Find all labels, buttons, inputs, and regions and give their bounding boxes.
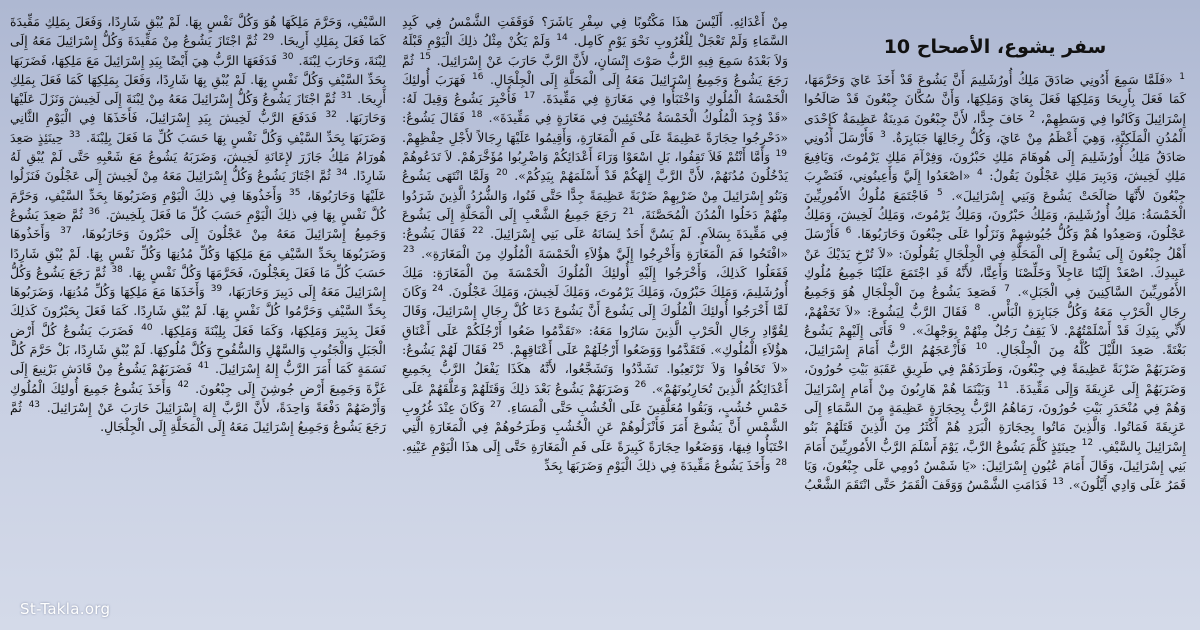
verse-number: 24	[431, 284, 444, 294]
verse-number: 22	[472, 226, 484, 237]
column-text: السَّيْفِ، وَحَرَّمَ مَلِكَهَا هُوَ وَكُلَّ نَفْسٍ بِهَا. لَمْ يُبْقِ شَارِدًا، وَفَعَلَ بِمَلِكِ مَقِّيدَةَ كَمَا فَعَلَ بِمَلِكِ أَرِيحَا. $^{29}$ ثُمَّ اجْتَازَ يَشُوعُ مِنْ مَقِّيدَةَ وَكُلُّ إِسْرَائِيلَ مَعَهُ إِلَى لِبْنَةَ، وَحَارَبَ لِبْنَةَ. $^{30}$ فَدَفَعَهَا الرَّبُّ هِيَ أَيْضًا بِيَدِ إِسْرَائِيلَ مَعَ مَلِكِهَا، فَضَرَبَهَا بِحَدِّ السَّيْفِ وَكُلَّ نَفْسٍ بِهَا. لَمْ يُبْقِ بِهَا شَارِدًا، وَفَعَلَ بِمَلِكِهَا كَمَا فَعَلَ بِمَلِكِ أَرِيحَا. $^{31}$ ثُمَّ اجْتَازَ يَشُوعُ وَكُلُّ إِسْرَائِيلَ مَعَهُ مِنْ لِبْنَةَ إِلَى لَخِيشَ وَنَزَلَ عَلَيْهَا وَحَارَبَهَا. $^{32}$ فَدَفَعَ الرَّبُّ لَخِيشَ بِيَدِ إِسْرَائِيلَ، فَأَخَذَهَا فِي الْيَوْمِ الثَّانِي وَضَرَبَهَا بِحَدِّ السَّيْفِ وَكُلَّ نَفْسٍ بِهَا حَسَبَ كُلِّ مَا فَعَلَ بِلِبْنَةَ. $^{33}$ حِينَئِذٍ صَعِدَ هُورَامُ مَلِكُ جَازَرَ لإِعَانَةِ لَخِيشَ، وَضَرَبَهُ يَشُوعُ مَعَ شَعْبِهِ حَتَّى لَمْ يُبْقِ لَهُ شَارِدًا. $^{34}$ ثُمَّ اجْتَازَ يَشُوعُ وَكُلُّ إِسْرَائِيلَ مَعَهُ مِنْ لَخِيشَ إِلَى عَجْلُونَ فَنَزَلُوا عَلَيْهَا وَحَارَبُوهَا، $^{35}$ وَأَخَذُوهَا فِي ذلِكَ الْيَوْمِ وَضَرَبُوهَا بِحَدِّ السَّيْفِ، وَحَرَّمَ كُلَّ نَفْسٍ بِهَا فِي ذلِكَ الْيَوْمِ حَسَبَ كُلِّ مَا فَعَلَ بِلَخِيشَ. $^{36}$ ثُمَّ صَعِدَ يَشُوعُ وَجَمِيعُ إِسْرَائِيلَ مَعَهُ مِنْ عَجْلُونَ إِلَى حَبْرُونَ وَحَارَبُوهَا، $^{37}$ وَأَخَذُوهَا وَضَرَبُوهَا بِحَدِّ السَّيْفِ مَعَ مَلِكِهَا وَكُلِّ مُدُنِهَا وَكُلِّ نَفْسٍ بِهَا. لَمْ يُبْقِ شَارِدًا حَسَبَ كُلِّ مَا فَعَلَ بِعَجْلُونَ، فَحَرَّمَهَا وَكُلَّ نَفْسٍ بِهَا. $^{38}$ ثُمَّ رَجَعَ يَشُوعُ وَكُلُّ إِسْرَائِيلَ مَعَهُ إِلَى دَبِيرَ وَحَارَبَهَا، $^{39}$ وَأَخَذَهَا مَعَ مَلِكِهَا وَكُلِّ مُدُنِهَا، وَضَرَبُوهَا بِحَدِّ السَّيْفِ وَحَرَّمُوا كُلَّ نَفْسٍ بِهَا. لَمْ يُبْقِ شَارِدًا. كَمَا فَعَلَ بِحَبْرُونَ كَذلِكَ فَعَلَ بِدَبِيرَ وَمَلِكِهَا، وَكَمَا فَعَلَ بِلِبْنَةَ وَمَلِكِهَا. $^{40}$ فَضَرَبَ يَشُوعُ كُلَّ أَرْضِ الْجَبَلِ وَالْجَنُوبِ وَالسَّهْلِ وَالسُّفُوحِ وَكُلَّ مُلُوكِهَا. لَمْ يُبْقِ شَارِدًا، بَلْ حَرَّمَ كُلَّ نَسَمَةٍ كَمَا أَمَرَ الرَّبُّ إِلهُ إِسْرَائِيلَ. $^{41}$ فَضَرَبَهُمْ يَشُوعُ مِنْ قَادَشِ بَرْنِيعَ إِلَى غَزَّةَ وَجَمِيعَ أَرْضِ جُوشِنَ إِلَى جِبْعُونَ. $^{42}$ وَأَخَذَ يَشُوعُ جَمِيعَ أُولئِكَ الْمُلُوكِ وَأَرْضَهُمْ دَفْعَةً وَاحِدَةً، لأَنَّ الرَّبَّ إِلهَ إِسْرَائِيلَ حَارَبَ عَنْ إِسْرَائِيلَ. $^{43}$ ثُمَّ رَجَعَ يَشُوعُ وَجَمِيعُ إِسْرَائِيلَ مَعَهُ إِلَى الْمَحَلَّةِ إِلَى الْجِلْجَالِ.	[10, 14, 387, 435]
verse-number: 43	[28, 399, 41, 410]
verse-number: 38	[111, 264, 123, 275]
verse-number: 30	[282, 52, 294, 63]
verse-number: 12	[1081, 438, 1094, 449]
verse-number: 23	[403, 245, 415, 256]
column-text: مِنْ أَعْدَائِهِ. أَلَيْسَ هذَا مَكْتُوبًا فِي سِفْرِ يَاشَرَ؟ فَوَقَفَتِ الشَّمْسُ فِي كَبِدِ السَّمَاءِ وَلَمْ تَعْجَلْ لِلْغُرُوبِ نَحْوَ يَوْمٍ كَامِل. $^{14}$ وَلَمْ يَكُنْ مِثْلُ ذلِكَ الْيَوْمِ قَبْلَهُ وَلاَ بَعْدَهُ سَمِعَ فِيهِ الرَّبُّ صَوْتَ إِنْسَانٍ، لأَنَّ الرَّبَّ حَارَبَ عَنْ إِسْرَائِيلَ. $^{15}$ ثُمَّ رَجَعَ يَشُوعُ وَجَمِيعُ إِسْرَائِيلَ مَعَهُ إِلَى الْمَحَلَّةِ إِلَى الْجِلْجَالِ. $^{16}$ فَهَرَبَ أُولئِكَ الْخَمْسَةُ الْمُلُوكِ وَاخْتَبَأُوا فِي مَغَارَةٍ فِي مَقِّيدَةَ. $^{17}$ فَأُخْبِرَ يَشُوعُ وَقِيلَ لَهُ: «قَدْ وُجِدَ الْمُلُوكُ الْخَمْسَةُ مُخْتَبِئِينَ فِي مَغَارَةٍ فِي مَقِّيدَةَ». $^{18}$ فَقَالَ يَشُوعُ: «دَحْرِجُوا حِجَارَةً عَظِيمَةً عَلَى فَمِ الْمَغَارَةِ، وَأَقِيمُوا عَلَيْهَا رِجَالاً لأَجْلِ حِفْظِهِمْ. $^{19}$ وَأَمَّا أَنْتُمْ فَلاَ تَقِفُوا، بَلِ اسْعَوْا وَرَاءَ أَعْدَائِكُمْ وَاضْرِبُوا مُؤَخَّرَهُمْ. لاَ تَدَعُوهُمْ يَدْخُلُونَ مُدُنَهُمْ، لأَنَّ الرَّبَّ إِلهَكُمْ قَدْ أَسْلَمَهُمْ بِيَدِكُمْ». $^{20}$ وَلَمَّا انْتَهَى يَشُوعُ وَبَنُو إِسْرَائِيلَ مِنْ ضَرْبِهِمْ ضَرْبَةً عَظِيمَةً جِدًّا حَتَّى فَنُوا، وَالشُّرُدُ الَّذِينَ شَرَدُوا مِنْهُمْ دَخَلُوا الْمُدُنَ الْمُحَصَّنَةَ، $^{21}$ رَجَعَ جَمِيعُ الشَّعْبِ إِلَى الْمَحَلَّةِ إِلَى يَشُوعَ فِي مَقِّيدَةَ بِسَلاَمٍ. لَمْ يَسُنَّ أَحَدٌ لِسَانَهُ عَلَى بَنِي إِسْرَائِيلَ. $^{22}$ فَقَالَ يَشُوعُ: «افْتَحُوا فَمَ الْمَغَارَةِ وَأَخْرِجُوا إِلَيَّ هؤُلاَءِ الْخَمْسَةَ الْمُلُوكِ مِنَ الْمَغَارَةِ». $^{23}$ فَفَعَلُوا كَذلِكَ، وَأَخْرَجُوا إِلَيْهِ أُولئِكَ الْمُلُوكَ الْخَمْسَةَ مِنَ الْمَغَارَةِ: مَلِكَ أُورُشَلِيمَ، وَمَلِكَ حَبْرُونَ، وَمَلِكَ يَرْمُوتَ، وَمَلِكَ لَخِيشَ، وَمَلِكَ عَجْلُونَ. $^{24}$ وَكَانَ لَمَّا أَخْرَجُوا أُولئِكَ الْمُلُوكَ إِلَى يَشُوعَ أَنَّ يَشُوعَ دَعَا كُلَّ رِجَالِ إِسْرَائِيلَ، وَقَالَ لِقُوَّادِ رِجَالِ الْحَرْبِ الَّذِينَ سَارُوا مَعَهُ: «تَقَدَّمُوا ضَعُوا أَرْجُلَكُمْ عَلَى أَعْنَاقِ هؤُلاَءِ الْمُلُوكِ». فَتَقَدَّمُوا وَوَضَعُوا أَرْجُلَهُمْ عَلَى أَعْنَاقِهِمْ. $^{25}$ فَقَالَ لَهُمْ يَشُوعُ: «لاَ تَخَافُوا وَلاَ تَرْتَعِبُوا. تَشَدَّدُوا وَتَشَجَّعُوا، لأَنَّهُ هكَذَا يَفْعَلُ الرَّبُّ بِجَمِيعِ أَعْدَائِكُمُ الَّذِينَ تُحَارِبُونَهُمْ». $^{26}$ وَضَرَبَهُمْ يَشُوعُ بَعْدَ ذلِكَ وَقَتَلَهُمْ وَعَلَّقَهُمْ عَلَى خَمْسِ خُشُبٍ، وَبَقُوا مُعَلَّقِينَ عَلَى الْخُشُبِ حَتَّى الْمَسَاءِ. $^{27}$ وَكَانَ عِنْدَ غُرُوبِ الشَّمْسِ أَنَّ يَشُوعَ أَمَرَ فَأَنْزَلُوهُمْ عَنِ الْخُشُبِ وَطَرَحُوهُمْ فِي الْمَغَارَةِ الَّتِي اخْتَبَأُوا فِيهَا، وَوَضَعُوا حِجَارَةً كَبِيرَةً عَلَى فَمِ الْمَغَارَةِ حَتَّى إِلَى هذَا الْيَوْمِ عَيْنِهِ. $^{28}$ وَأَخَذَ يَشُوعُ مَقِّيدَةَ فِي ذلِكَ الْيَوْمِ وَضَرَبَهَا بِحَدِّ	[402, 14, 789, 473]
verse-number: 35	[288, 187, 301, 198]
verse-number: 8	[974, 303, 981, 314]
text-column-middle	[396, 8, 794, 602]
column-text: $^1$ «فَلَمَّا سَمِعَ أَدُونِي صَادَقَ مَلِكُ أُورُشَلِيمَ أَنَّ يَشُوعَ قَدْ أَخَذَ عَايَ وَحَرَّمَهَا، كَمَا فَعَلَ بِأَرِيحَا وَمَلِكِهَا فَعَلَ بِعَايَ وَمَلِكِهَا، وَأَنَّ سُكَّانَ جِبْعُونَ قَدْ صَالَحُوا إِسْرَائِيلَ وَكَانُوا فِي وَسَطِهِمْ، $^2$ خَافَ جِدًّا، لأَنَّ جِبْعُونَ مَدِينَةٌ عَظِيمَةٌ كَإِحْدَى الْمُدُنِ الْمَلَكِيَّةِ، وَهِيَ أَعْظَمُ مِنْ عَايَ، وَكُلُّ رِجَالِهَا جَبَابِرَةٌ. $^3$ فَأَرْسَلَ أَدُونِي صَادَقُ مَلِكُ أُورُشَلِيمَ إِلَى هُوهَامَ مَلِكِ حَبْرُونَ، وَفِرْآمَ مَلِكِ يَرْمُوتَ، وَيَافِيعَ مَلِكِ لَخِيشَ، وَدَبِيرَ مَلِكِ عَجْلُونَ يَقُولُ: $^4$ «اصْعَدُوا إِلَيَّ وَأَعِينُونِي، فَنَضْرِبَ جِبْعُونَ لأَنَّهَا صَالَحَتْ يَشُوعَ وَبَنِي إِسْرَائِيلَ». $^5$ فَاجْتَمَعَ مُلُوكُ الأَمُورِيِّينَ الْخَمْسَةُ: مَلِكُ أُورُشَلِيمَ، وَمَلِكُ حَبْرُونَ، وَمَلِكُ يَرْمُوتَ، وَمَلِكُ لَخِيشَ، وَمَلِكُ عَجْلُونَ، وَصَعِدُوا هُمْ وَكُلُّ جُيُوشِهِمْ وَنَزَلُوا عَلَى جِبْعُونَ وَحَارَبُوهَا. $^6$ فَأَرْسَلَ أَهْلُ جِبْعُونَ إِلَى يَشُوعَ إِلَى الْمَحَلَّةِ فِي الْجِلْجَالِ يَقُولُونَ: «لاَ تُرْخِ يَدَيْكَ عَنْ عَبِيدِكَ. اصْعَدْ إِلَيْنَا عَاجِلاً وَخَلِّصْنَا وَأَعِنَّا، لأَنَّهُ قَدِ اجْتَمَعَ عَلَيْنَا جَمِيعُ مُلُوكِ الأَمُورِيِّينَ السَّاكِنِينَ فِي الْجَبَلِ». $^7$ فَصَعِدَ يَشُوعُ مِنَ الْجِلْجَالِ هُوَ وَجَمِيعُ رِجَالِ الْحَرْبِ مَعَهُ وَكُلُّ جَبَابِرَةِ الْبَأْسِ. $^8$ فَقَالَ الرَّبُّ لِيَشُوعَ: «لاَ تَخَفْهُمْ، لأَنِّي بِيَدِكَ قَدْ أَسْلَمْتُهُمْ. لاَ يَقِفُ رَجُلٌ مِنْهُمْ بِوَجْهِكَ». $^9$ فَأَتَى إِلَيْهِمْ يَشُوعُ بَغْتَةً. صَعِدَ اللَّيْلَ كُلَّهُ مِنَ الْجِلْجَالِ. $^{10}$ فَأَزْعَجَهُمُ الرَّبُّ أَمَامَ إِسْرَائِيلَ، وَضَرَبَهُمْ ضَرْبَةً عَظِيمَةً فِي جِبْعُونَ، وَطَرَدَهُمْ فِي طَرِيقِ عَقَبَةِ بَيْتِ حُورُونَ، وَضَرَبَهُمْ إِلَى عَزِيقَةَ وَإِلَى مَقِّيدَةَ. $^{11}$ وَبَيْنَمَا هُمْ هَارِبُونَ مِنْ أَمَامِ إِسْرَائِيلَ وَهُمْ فِي مُنْحَدَرِ بَيْتِ حُورُونَ، رَمَاهُمُ الرَّبُّ بِحِجَارَةٍ عَظِيمَةٍ مِنَ السَّمَاءِ إِلَى عَزِيقَةَ فَمَاتُوا. وَالَّذِينَ مَاتُوا بِحِجَارَةِ الْبَرَدِ هُمْ أَكْثَرُ مِنَ الَّذِينَ قَتَلَهُمْ بَنُو إِسْرَائِيلَ بِالسَّيْفِ. $^{12}$ حِينَئِذٍ كَلَّمَ يَشُوعُ الرَّبَّ، يَوْمَ أَسْلَمَ الرَّبُّ الأَمُورِيِّينَ أَمَامَ بَنِي إِسْرَائِيلَ، وَقَالَ أَمَامَ عُيُونِ إِسْرَائِيلَ: «يَا شَمْسُ دُومِي عَلَى جِبْعُونَ، وَيَا قَمَرُ عَلَى وَادِي أَيَّلُونَ». $^{13}$ فَدَامَتِ الشَّمْسُ وَوَقَفَ الْقَمَرُ حَتَّى انْتَقَمَ الشَّعْبُ	[804, 71, 1187, 493]
verse-number: 36	[88, 206, 100, 217]
verse-number: 10	[975, 342, 988, 352]
verse-number: 41	[197, 361, 210, 372]
verse-number: 3	[880, 129, 886, 140]
text-column-right	[798, 8, 1192, 602]
site-watermark: St-Takla.org	[20, 600, 111, 618]
verse-number: 37	[60, 226, 72, 237]
verse-number: 15	[419, 52, 431, 63]
verse-number: 1	[1179, 71, 1185, 82]
verse-number: 20	[496, 168, 508, 179]
verse-number: 31	[340, 91, 353, 102]
verse-number: 33	[68, 129, 81, 140]
verse-number: 18	[471, 110, 483, 121]
verse-number: 4	[976, 168, 983, 179]
chapter-title: سفر يشوع، الأصحاح 10	[883, 36, 1107, 58]
verse-number: 40	[141, 322, 153, 333]
verse-number: 21	[622, 206, 635, 217]
verse-number: 42	[177, 380, 190, 391]
verse-number: 34	[335, 168, 348, 179]
verse-number: 6	[845, 226, 852, 237]
verse-number: 28	[775, 457, 787, 468]
verse-number: 11	[997, 380, 1009, 391]
verse-number: 2	[1029, 110, 1036, 121]
verse-number: 27	[490, 399, 502, 410]
verse-number: 14	[556, 33, 568, 44]
verse-number: 13	[1052, 477, 1064, 488]
verse-number: 5	[937, 187, 943, 198]
verse-number: 32	[325, 110, 337, 121]
verse-number: 17	[523, 91, 536, 102]
verse-number: 29	[262, 33, 275, 44]
verse-number: 16	[472, 71, 484, 82]
verse-number: 19	[775, 148, 787, 159]
verse-number: 25	[492, 341, 504, 352]
verse-number: 7	[1004, 284, 1010, 295]
verse-number: 39	[210, 284, 223, 294]
text-column-left	[4, 8, 392, 602]
verse-number: 9	[899, 322, 906, 333]
verse-number: 26	[634, 380, 647, 391]
